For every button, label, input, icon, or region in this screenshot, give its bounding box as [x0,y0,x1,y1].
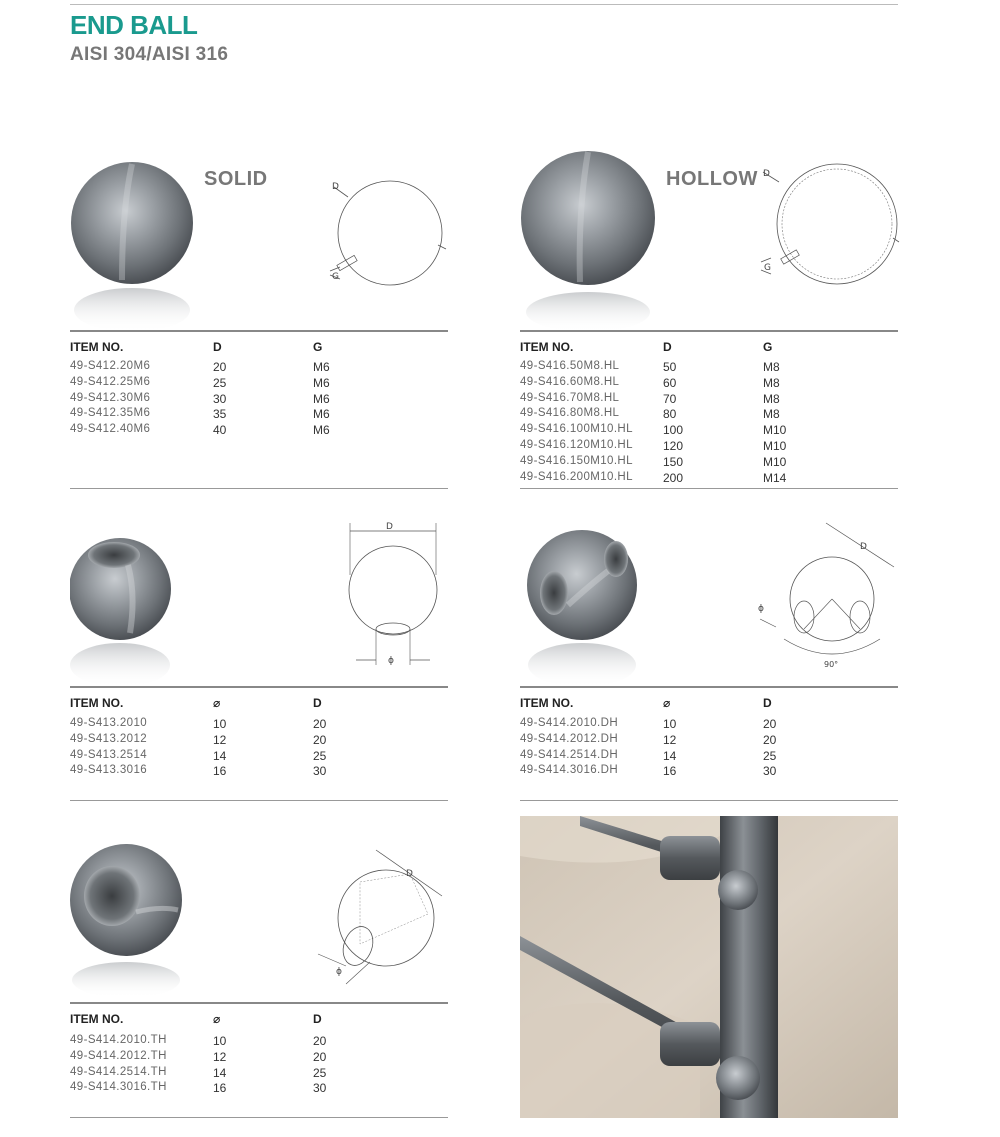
s413-col-phi: ⌀ [213,696,221,710]
hollow-col-item: ITEM NO. [520,340,574,354]
hollow-col-g: G [763,340,773,354]
table-row: 49-S414.2514.DH 14 25 [520,748,777,763]
s414dh-col-item: ITEM NO. [520,696,574,710]
solid-col-g: G [313,340,323,354]
solid-d-label: D [332,182,339,192]
hollow-table-body [520,360,898,486]
section-s414dh [520,515,898,805]
hollow-g-label: G [764,263,771,273]
s413-col-item: ITEM NO. [70,696,124,710]
s413-d-label: D [386,522,393,532]
table-row: 49-S414.2010.DH 10 20 [520,717,777,731]
table-row: 49-S413.2012 12 20 [70,732,327,747]
solid-bottom-rule [70,488,448,489]
s414th-col-item: ITEM NO. [70,1012,124,1026]
hollow-diagram [755,162,900,287]
solid-g-label: G [332,272,339,282]
solid-label: SOLID [204,168,268,190]
section-s413 [70,515,448,805]
solid-col-item: ITEM NO. [70,340,124,354]
table-row: 49-S416.80M8.HL 80 M8 [520,407,780,422]
table-row: 49-S412.40M6 40 M6 [70,423,330,438]
s414th-diagram [310,844,448,994]
s414th-col-phi: ⌀ [213,1012,221,1026]
s414dh-table-body [520,717,898,780]
section-s414th [70,840,448,1125]
table-row: 49-S413.2514 14 25 [70,748,327,763]
s413-bottom-rule [70,800,448,801]
hollow-table-header [520,330,898,354]
table-row: 49-S413.2010 10 20 [70,717,327,731]
table-row: 49-S412.35M6 35 M6 [70,407,330,422]
s414dh-angle-label: 90° [824,660,839,669]
s414dh-table-header [520,686,898,710]
table-row: 49-S416.200M10.HL 200 M14 [520,470,787,485]
s414th-bottom-rule [70,1117,448,1118]
s413-diagram [338,517,448,672]
table-row: 49-S416.120M10.HL 120 M10 [520,438,787,453]
solid-table-header [70,330,448,354]
page-subtitle: AISI 304/AISI 316 [70,44,229,65]
s414dh-col-d: D [763,696,772,710]
hollow-d-label: D [763,169,770,179]
table-row: 49-S416.70M8.HL 70 M8 [520,391,780,406]
page-title: END BALL [70,10,198,40]
table-row: 49-S416.100M10.HL 100 M10 [520,423,787,438]
table-row: 49-S414.3016.TH 16 30 [70,1081,327,1096]
s413-col-d: D [313,696,322,710]
table-row: 49-S416.60M8.HL 60 M8 [520,375,780,390]
hollow-col-d: D [663,340,672,354]
s414dh-bottom-rule [520,800,898,801]
hollow-bottom-rule [520,488,898,489]
s414th-phi-label: ϕ [336,967,342,977]
section-hollow [520,150,898,490]
s413-table-header [70,686,448,710]
s414dh-diagram [756,519,898,675]
solid-diagram [320,175,450,290]
table-row: 49-S414.2012.DH 12 20 [520,732,777,747]
s413-table-body [70,717,448,780]
table-row: 49-S414.2514.TH 14 25 [70,1065,327,1080]
s414dh-d-label: D [860,542,867,552]
table-row: 49-S414.2012.TH 12 20 [70,1049,327,1064]
table-row: 49-S413.3016 16 30 [70,764,327,779]
s413-phi-label: ϕ [388,656,394,666]
s414th-table-body [70,1034,448,1097]
s414th-col-d: D [313,1012,322,1026]
s414th-table-header [70,1002,448,1026]
top-rule [70,4,898,5]
installation-photo [520,816,898,1118]
solid-col-d: D [213,340,222,354]
solid-table-body [70,360,448,439]
s414dh-phi-label: ϕ [758,604,764,614]
table-row: 49-S412.30M6 30 M6 [70,391,330,406]
table-row: 49-S414.3016.DH 16 30 [520,764,777,779]
hollow-label: HOLLOW [666,168,758,190]
table-row: 49-S416.50M8.HL 50 M8 [520,360,780,374]
table-row: 49-S412.20M6 20 M6 [70,360,330,374]
s414th-d-label: D [406,869,413,879]
section-solid [70,150,448,490]
table-row: 49-S416.150M10.HL 150 M10 [520,454,787,469]
s414dh-col-phi: ⌀ [663,696,671,710]
table-row: 49-S412.25M6 25 M6 [70,375,330,390]
table-row: 49-S414.2010.TH 10 20 [70,1034,327,1048]
